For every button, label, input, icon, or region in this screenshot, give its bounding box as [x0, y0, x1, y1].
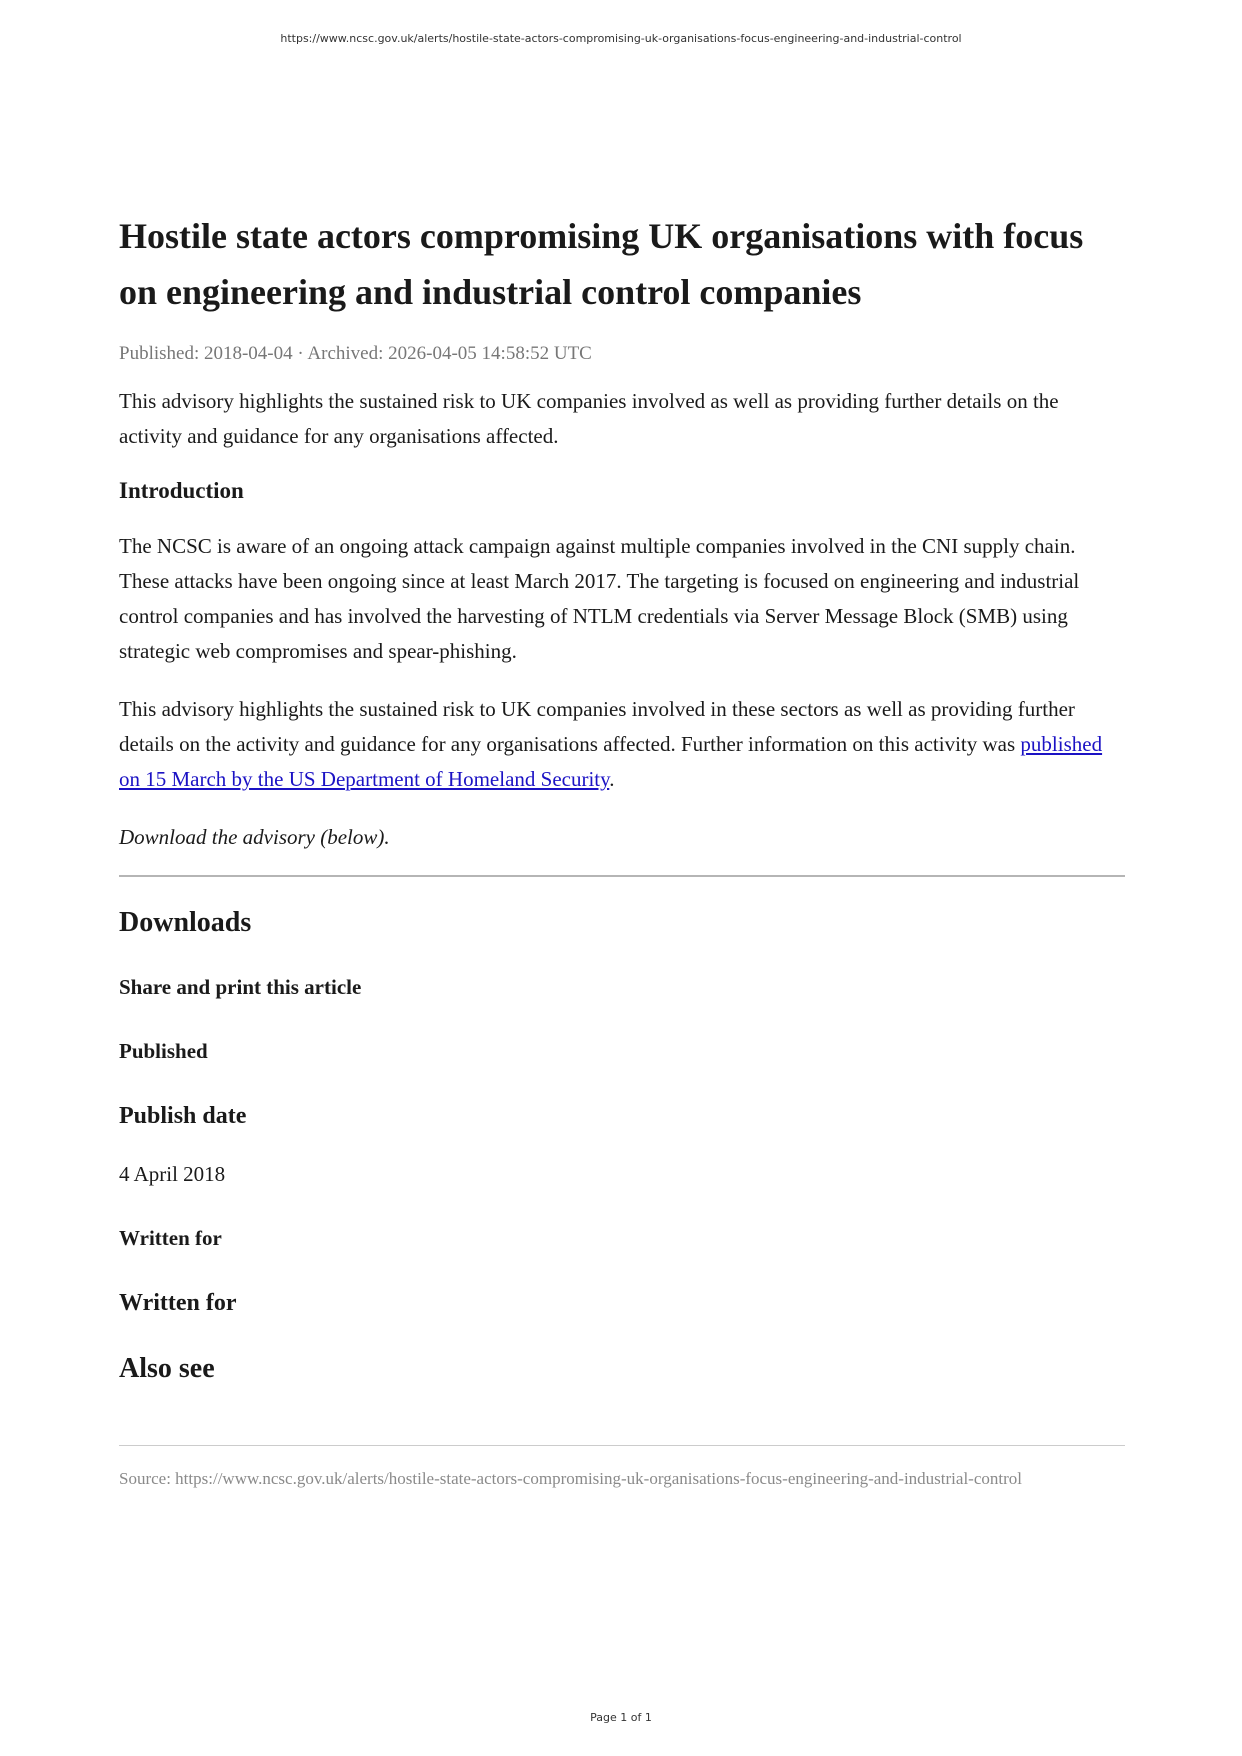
article-lead: This advisory highlights the sustained risk to UK companies involved as well as providing further details on the activity and guidance for any organisations affected.	[119, 389, 1059, 448]
share-print-heading: Share and print this article	[119, 975, 362, 999]
download-note: Download the advisory (below).	[119, 825, 390, 849]
footer-divider	[119, 1445, 1125, 1446]
downloads-heading: Downloads	[119, 907, 252, 938]
paragraph-2-end: .	[609, 767, 615, 791]
paragraph-2-text: This advisory highlights the sustained risk to UK companies involved in these sectors as well as providing further details on the activity and guidance for any organisations affected. Further information on this activity was	[119, 697, 1075, 756]
article-title: Hostile state actors compromising UK organisations with focus on engineering and industrial control companies	[119, 216, 1084, 312]
article-meta: Published: 2018-04-04 · Archived: 2026-04-05 14:58:52 UTC	[119, 343, 592, 364]
intro-paragraph-2	[119, 692, 1125, 797]
introduction-heading: Introduction	[119, 478, 244, 503]
written-for-heading: Written for	[119, 1226, 222, 1250]
article-content	[119, 208, 1125, 1490]
source-url: Source: https://www.ncsc.gov.uk/alerts/hostile-state-actors-compromising-uk-organisations-focus-engineering-and-industrial-control	[119, 1469, 1022, 1488]
intro-paragraph-1: The NCSC is aware of an ongoing attack campaign against multiple companies involved in the CNI supply chain. These attacks have been ongoing since at least March 2017. The targeting is focused on engineering and industrial control companies and has involved the harvesting of NTLM credentials via Server Message Block (SMB) using strategic web compromises and spear-phishing.	[119, 534, 1080, 663]
page-url-header: https://www.ncsc.gov.uk/alerts/hostile-state-actors-compromising-uk-organisations-focus-engineering-and-industrial-control	[280, 32, 962, 45]
written-for-subheading: Written for	[119, 1290, 237, 1316]
page-number: Page 1 of 1	[590, 1711, 652, 1724]
published-heading: Published	[119, 1039, 208, 1063]
dhs-advisory-link[interactable]: published on 15 March by the US Department of Homeland Security	[119, 732, 1103, 791]
publish-date-value: 4 April 2018	[119, 1162, 226, 1186]
section-divider	[119, 875, 1125, 877]
publish-date-heading: Publish date	[119, 1103, 247, 1129]
also-see-heading: Also see	[119, 1353, 215, 1384]
